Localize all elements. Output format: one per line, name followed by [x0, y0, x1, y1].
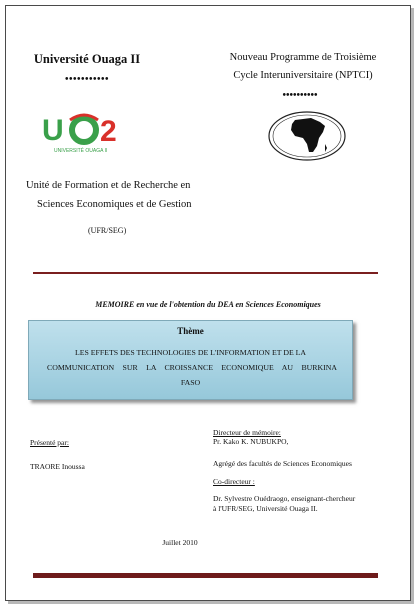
- codirector-line1: Dr. Sylvestre Ouédraogo, enseignant-chercheur: [213, 494, 356, 503]
- theme-line2: COMMUNICATION SUR LA CROISSANCE ECONOMIQUE AU BURKINA: [47, 363, 337, 372]
- university-separator: •••••••••••: [64, 74, 109, 85]
- uo2-logo: [40, 110, 135, 155]
- program-name-line2: Cycle Interuniversitaire (NPTCI): [233, 70, 373, 81]
- ufr-line2: Sciences Economiques et de Gestion: [37, 199, 192, 210]
- presented-by-label: Présenté par:: [30, 438, 69, 447]
- university-name: Université Ouaga II: [33, 52, 141, 66]
- bottom-divider: [33, 573, 378, 578]
- ufr-abbreviation: (UFR/SEG): [88, 226, 127, 235]
- codirector-line2: à l'UFR/SEG, Université Ouaga II.: [213, 504, 318, 513]
- theme-title: Thème: [177, 326, 204, 336]
- theme-box: [28, 320, 353, 400]
- director-title: Agrégé des facultés de Sciences Economiques: [213, 459, 352, 468]
- svg-text:2: 2: [100, 115, 117, 148]
- program-separator: ••••••••••: [282, 90, 318, 101]
- ufr-line1: Unité de Formation et de Recherche en: [26, 180, 191, 191]
- program-name-line1: Nouveau Programme de Troisième: [229, 52, 377, 63]
- svg-text:U: U: [42, 114, 64, 147]
- date: Juillet 2010: [162, 538, 198, 547]
- theme-line1: LES EFFETS DES TECHNOLOGIES DE L'INFORMATION ET DE LA: [74, 348, 307, 357]
- uo2-logo-subtext: UNIVERSITÉ OUAGA II: [54, 148, 108, 154]
- theme-line3: FASO: [180, 378, 201, 387]
- codirector-label: Co-directeur :: [213, 477, 255, 486]
- top-divider: [33, 272, 378, 274]
- director-name: Pr. Kako K. NUBUKPO,: [213, 437, 289, 446]
- author-name: TRAORE Inoussa: [30, 462, 85, 471]
- memoire-subtitle: MEMOIRE en vue de l'obtention du DEA en Sciences Economiques: [95, 300, 321, 309]
- director-label: Directeur de mémoire:: [213, 428, 281, 437]
- nptci-africa-logo: [265, 108, 350, 163]
